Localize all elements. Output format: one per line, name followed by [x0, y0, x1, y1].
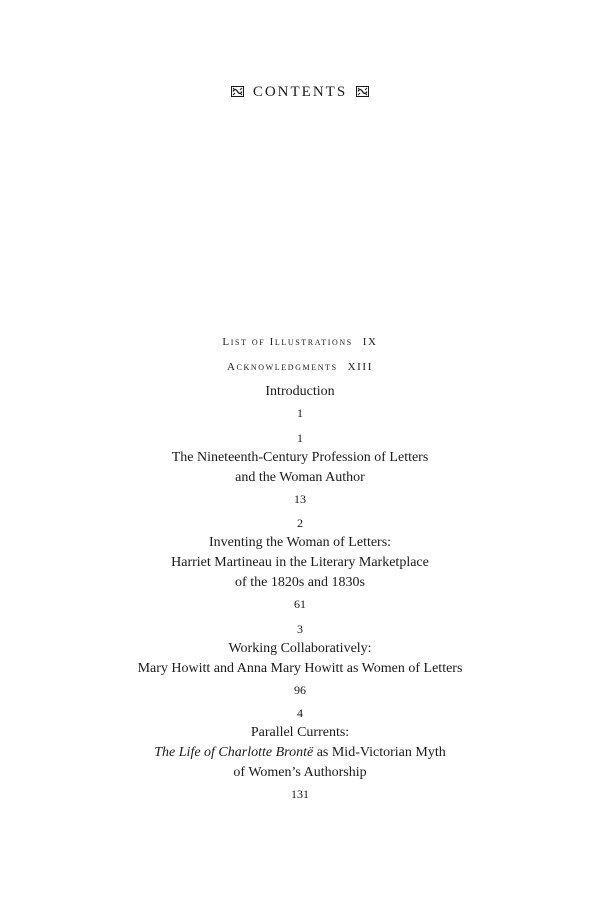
toc-entry-chapter-1[interactable] — [0, 428, 600, 510]
toc-entry-chapter-3[interactable] — [0, 619, 600, 701]
entry-title-line: of the 1820s and 1830s — [235, 575, 365, 590]
entry-title-line — [0, 743, 600, 763]
entry-title: Introduction — [265, 384, 335, 399]
entry-page-number: 13 — [294, 492, 306, 506]
toc-entry-introduction[interactable] — [0, 382, 600, 424]
chapter-number: 3 — [297, 622, 303, 636]
entry-title-line: of Women’s Authorship — [233, 765, 367, 780]
entry-page-number: 131 — [291, 787, 309, 801]
entry-page-number: 61 — [294, 597, 306, 611]
fleuron-icon — [231, 86, 244, 97]
contents-title: CONTENTS — [252, 84, 348, 100]
chapter-number: 4 — [297, 706, 303, 720]
toc-entry-chapter-4[interactable] — [0, 703, 600, 805]
chapter-number: 1 — [297, 431, 303, 445]
toc-entry-chapter-2[interactable] — [0, 513, 600, 615]
front-matter-item[interactable] — [0, 361, 600, 373]
book-title: The Life of Charlotte Brontë — [154, 745, 314, 760]
entry-page-number: 96 — [294, 683, 306, 697]
entry-title-line: Mary Howitt and Anna Mary Howitt as Women of Letters — [137, 661, 463, 676]
front-matter-label: Acknowledgments — [227, 361, 338, 373]
front-matter-label: List of Illustrations — [222, 336, 353, 348]
entry-page-number: 1 — [297, 406, 303, 420]
entry-title-line: Inventing the Woman of Letters: — [208, 535, 392, 550]
contents-heading — [0, 84, 600, 101]
entry-title-line: Working Collaboratively: — [228, 641, 372, 656]
fleuron-icon — [356, 86, 369, 97]
entry-title-line: and the Woman Author — [235, 470, 365, 485]
entry-title-line: Parallel Currents: — [250, 725, 350, 740]
front-matter-page: XIII — [347, 361, 373, 373]
chapter-number: 2 — [297, 516, 303, 530]
entry-title-line: Harriet Martineau in the Literary Marketplace — [171, 555, 429, 570]
entry-title-line: The Nineteenth-Century Profession of Letters — [171, 450, 429, 465]
front-matter-item[interactable] — [0, 336, 600, 348]
front-matter-page: IX — [362, 336, 378, 348]
entry-title-fragment: as Mid-Victorian Myth — [313, 745, 446, 760]
